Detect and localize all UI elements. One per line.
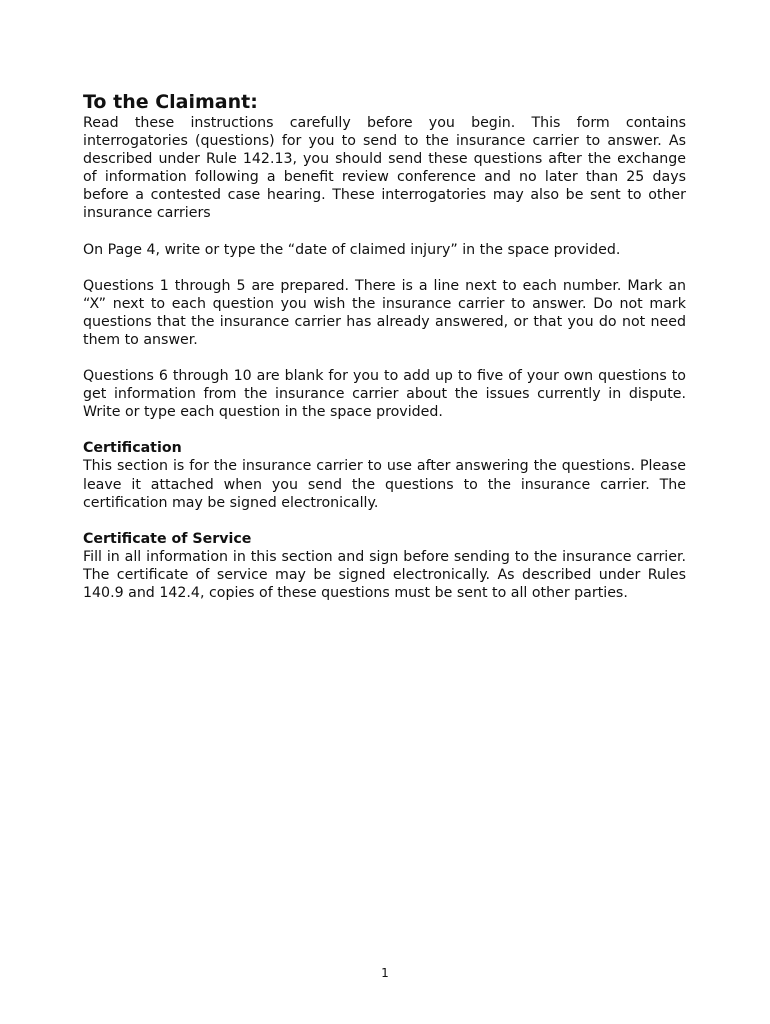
instructions-content	[83, 90, 686, 602]
page-number: 1	[381, 966, 389, 980]
certification-section	[83, 439, 686, 511]
certificate-of-service-heading: Certificate of Service	[83, 530, 252, 547]
page-title: To the Claimant:	[83, 91, 258, 113]
intro-paragraph: Read these instructions carefully before you begin. This form contains interrogatories (questions) for you to send to the insurance carrier to answer. As described under Rule 142.13, you should send these questions after the exchange of information following a benefit review conference and no later than 25 days before a contested case hearing. These interrogatories may also be sent to other insurance carriers	[83, 115, 686, 222]
certification-text: This section is for the insurance carrier to use after answering the questions. Please leave it attached when you send the questions to the insurance carrier. The certification may be signed electronically.	[83, 458, 686, 511]
questions-6-10-paragraph: Questions 6 through 10 are blank for you to add up to five of your own questions to get information from the insurance carrier about the issues currently in dispute. Write or type each question in the space provided.	[83, 368, 686, 421]
questions-1-5-paragraph: Questions 1 through 5 are prepared. There is a line next to each number. Mark an “X” next to each question you wish the insurance carrier to answer. Do not mark questions that the insurance carrier has already answered, or that you do not need them to answer.	[83, 277, 686, 348]
page-4-instruction-paragraph: On Page 4, write or type the “date of claimed injury” in the space provided.	[83, 241, 621, 258]
certificate-of-service-section	[83, 530, 686, 602]
certificate-of-service-text: Fill in all information in this section and sign before sending to the insurance carrier. The certificate of service may be signed electronically. As described under Rules 140.9 and 142.4, copies of these questions must be sent to all other parties.	[83, 548, 686, 601]
certification-heading: Certification	[83, 440, 182, 457]
